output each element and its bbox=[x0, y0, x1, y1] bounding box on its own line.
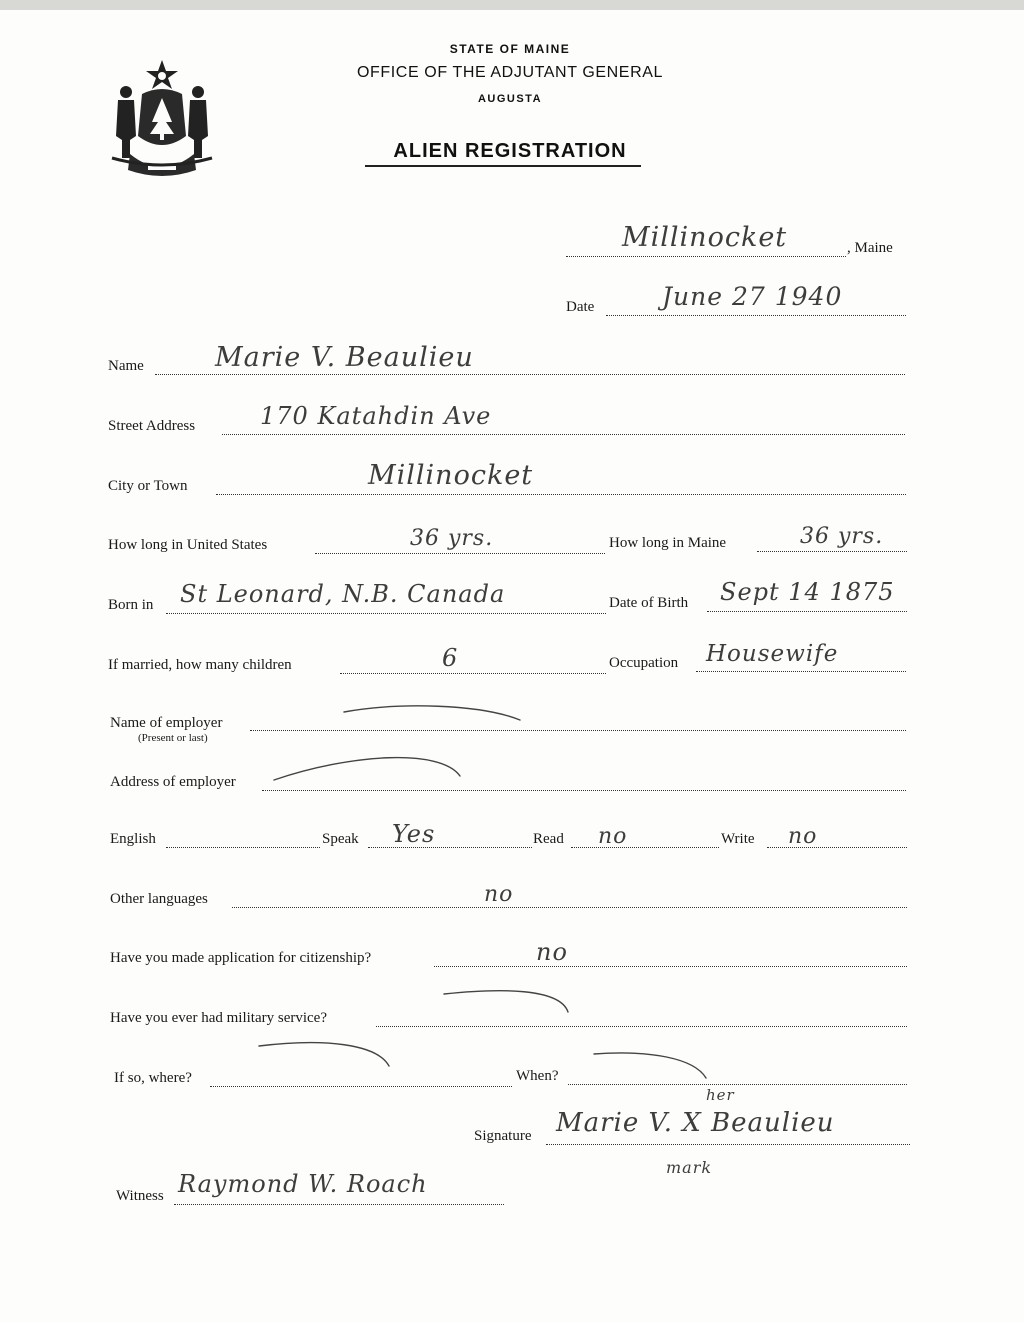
read-value[interactable]: no bbox=[598, 824, 628, 849]
office-heading: OFFICE OF THE ADJUTANT GENERAL bbox=[356, 64, 664, 81]
children-line bbox=[340, 673, 606, 674]
witness-line bbox=[174, 1204, 504, 1205]
when-label: When? bbox=[516, 1068, 559, 1084]
where-dash-mark bbox=[255, 1036, 395, 1072]
place-value[interactable]: Millinocket bbox=[622, 222, 788, 253]
how-long-us-line bbox=[315, 553, 605, 554]
occupation-line bbox=[696, 671, 906, 672]
signature-her-note: her bbox=[706, 1086, 735, 1104]
read-label: Read bbox=[533, 831, 564, 847]
date-of-birth-label: Date of Birth bbox=[609, 595, 689, 611]
how-long-us-value[interactable]: 36 yrs. bbox=[410, 526, 494, 551]
born-in-line bbox=[166, 613, 606, 614]
street-address-value[interactable]: 170 Katahdin Ave bbox=[260, 402, 492, 430]
how-long-maine-value[interactable]: 36 yrs. bbox=[800, 524, 884, 549]
occupation-label: Occupation bbox=[609, 655, 679, 671]
where-line bbox=[210, 1086, 512, 1087]
citizenship-value[interactable]: no bbox=[536, 938, 568, 966]
employer-name-sublabel: (Present or last) bbox=[138, 732, 208, 744]
when-line bbox=[568, 1084, 907, 1085]
how-long-us-label: How long in United States bbox=[108, 537, 268, 553]
name-label: Name bbox=[108, 358, 144, 374]
born-in-value[interactable]: St Leonard, N.B. Canada bbox=[180, 580, 506, 608]
military-dash-mark bbox=[440, 986, 580, 1020]
date-value[interactable]: June 27 1940 bbox=[662, 282, 843, 311]
witness-label: Witness bbox=[116, 1188, 164, 1204]
scan-top-edge bbox=[0, 0, 1024, 10]
witness-value[interactable]: Raymond W. Roach bbox=[178, 1170, 428, 1198]
write-value[interactable]: no bbox=[788, 824, 818, 849]
read-line bbox=[571, 847, 719, 848]
employer-name-label: Name of employer bbox=[110, 715, 223, 731]
citizenship-line bbox=[434, 966, 907, 967]
when-dash-mark bbox=[590, 1048, 720, 1084]
employer-address-line bbox=[262, 790, 906, 791]
military-label: Have you ever had military service? bbox=[110, 1010, 327, 1026]
form-title: ALIEN REGISTRATION bbox=[393, 140, 627, 162]
employer-name-line bbox=[250, 730, 906, 731]
street-address-label: Street Address bbox=[108, 418, 196, 434]
date-line bbox=[606, 315, 906, 316]
citizenship-label: Have you made application for citizenship? bbox=[110, 950, 372, 966]
where-label: If so, where? bbox=[114, 1070, 192, 1086]
city-or-town-line bbox=[216, 494, 906, 495]
date-of-birth-value[interactable]: Sept 14 1875 bbox=[720, 578, 895, 606]
children-label: If married, how many children bbox=[108, 657, 292, 673]
employer-address-label: Address of employer bbox=[110, 774, 236, 790]
how-long-maine-line bbox=[757, 551, 907, 552]
title-underline bbox=[365, 165, 641, 167]
signature-label: Signature bbox=[474, 1128, 532, 1144]
city-or-town-label: City or Town bbox=[108, 478, 188, 494]
name-line bbox=[155, 374, 905, 375]
place-line bbox=[566, 256, 846, 257]
english-line-1 bbox=[166, 847, 320, 848]
english-label: English bbox=[110, 831, 156, 847]
military-line bbox=[376, 1026, 907, 1027]
occupation-value[interactable]: Housewife bbox=[706, 641, 839, 667]
state-heading: STATE OF MAINE bbox=[449, 42, 571, 56]
speak-label: Speak bbox=[322, 831, 359, 847]
city-or-town-value[interactable]: Millinocket bbox=[368, 460, 534, 491]
signature-mark-note: mark bbox=[666, 1158, 713, 1177]
employer-address-dash-mark bbox=[270, 750, 470, 790]
date-label: Date bbox=[566, 299, 595, 315]
signature-value[interactable]: Marie V. X Beaulieu bbox=[556, 1108, 835, 1138]
children-value[interactable]: 6 bbox=[442, 644, 459, 672]
speak-value[interactable]: Yes bbox=[392, 820, 436, 848]
how-long-maine-label: How long in Maine bbox=[609, 535, 727, 551]
born-in-label: Born in bbox=[108, 597, 154, 613]
name-value[interactable]: Marie V. Beaulieu bbox=[215, 342, 474, 373]
write-label: Write bbox=[721, 831, 755, 847]
other-languages-label: Other languages bbox=[110, 891, 208, 907]
state-seal-icon bbox=[108, 58, 216, 176]
place-label: , Maine bbox=[847, 240, 893, 256]
date-of-birth-line bbox=[707, 611, 907, 612]
signature-line bbox=[546, 1144, 910, 1145]
other-languages-value[interactable]: no bbox=[484, 882, 514, 907]
street-address-line bbox=[222, 434, 905, 435]
employer-name-dash-mark bbox=[340, 700, 530, 730]
city-heading: AUGUSTA bbox=[477, 93, 543, 105]
other-languages-line bbox=[232, 907, 907, 908]
